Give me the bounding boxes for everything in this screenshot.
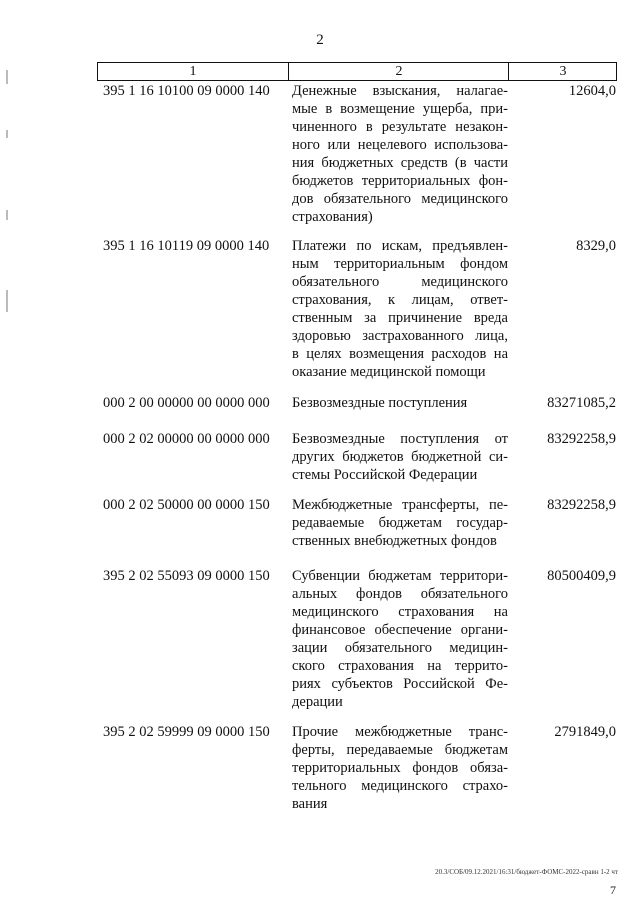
row-description bbox=[292, 237, 508, 381]
header-col-2: 2 bbox=[288, 63, 509, 80]
description-line: дерации bbox=[292, 694, 343, 710]
description-line: страхования) bbox=[292, 209, 373, 225]
description-line: ственным за причинение вреда bbox=[292, 310, 508, 326]
page-number: 2 bbox=[316, 32, 324, 48]
row-amount: 80500409,9 bbox=[547, 568, 616, 584]
row-amount: 83292258,9 bbox=[547, 431, 616, 447]
description-line: Денежные взыскания, налагае- bbox=[292, 83, 508, 99]
footer-note: 20.3/СОБ/09.12.2021/16:31/бюджет-ФОМС-2022-сравн 1-2 чт bbox=[435, 868, 618, 876]
description-line: Прочие межбюджетные транс- bbox=[292, 724, 508, 740]
description-line: в целях возмещения расходов на bbox=[292, 346, 508, 362]
header-col-3: 3 bbox=[508, 63, 617, 80]
row-amount: 12604,0 bbox=[568, 83, 616, 99]
description-line: ным территориальным фондом bbox=[292, 256, 508, 272]
description-line: тельного медицинского страхо- bbox=[292, 778, 508, 794]
description-line: ского страхования на террито- bbox=[292, 658, 508, 674]
description-line: бюджетов территориальных фон- bbox=[292, 173, 508, 189]
description-line: других бюджетов бюджетной си- bbox=[292, 449, 508, 465]
row-amount: 8329,0 bbox=[576, 238, 616, 254]
description-line: финансовое обеспечение органи- bbox=[292, 622, 508, 638]
row-code: 000 2 02 00000 00 0000 000 bbox=[103, 431, 270, 447]
description-line: здоровью застрахованного лица, bbox=[292, 328, 508, 344]
row-description bbox=[292, 723, 508, 813]
description-line: риях субъектов Российской Фе- bbox=[292, 676, 508, 692]
description-line: стемы Российской Федерации bbox=[292, 467, 478, 483]
row-code: 000 2 00 00000 00 0000 000 bbox=[103, 395, 270, 411]
description-line: дов обязательного медицинского bbox=[292, 191, 508, 207]
row-amount: 2791849,0 bbox=[554, 724, 616, 740]
row-description bbox=[292, 394, 508, 412]
row-code: 395 1 16 10119 09 0000 140 bbox=[103, 238, 270, 254]
row-code: 000 2 02 50000 00 0000 150 bbox=[103, 497, 270, 513]
row-description bbox=[292, 82, 508, 226]
description-line: ния бюджетных средств (в части bbox=[292, 155, 508, 171]
description-line: страхования, к лицам, ответ- bbox=[292, 292, 508, 308]
description-line: обязательного медицинского bbox=[292, 274, 508, 290]
row-code: 395 2 02 55093 09 0000 150 bbox=[103, 568, 270, 584]
description-line: альных фондов обязательного bbox=[292, 586, 508, 602]
row-code: 395 2 02 59999 09 0000 150 bbox=[103, 724, 270, 740]
description-line: ственных внебюджетных фондов bbox=[292, 533, 497, 549]
description-line: ферты, передаваемые бюджетам bbox=[292, 742, 508, 758]
description-line: Межбюджетные трансферты, пе- bbox=[292, 497, 508, 513]
description-line: мые в возмещение ущерба, при- bbox=[292, 101, 508, 117]
description-line: Безвозмездные поступления bbox=[292, 395, 468, 411]
margin-scan-marks bbox=[6, 70, 9, 390]
description-line: оказание медицинской помощи bbox=[292, 364, 486, 380]
header-col-1: 1 bbox=[189, 64, 197, 79]
sheet-number: 7 bbox=[610, 883, 616, 897]
description-line: медицинского страхования на bbox=[292, 604, 508, 620]
table-header bbox=[97, 62, 617, 81]
description-line: территориальных фондов обяза- bbox=[292, 760, 508, 776]
row-description bbox=[292, 430, 508, 484]
description-line: Платежи по искам, предъявлен- bbox=[292, 238, 508, 254]
description-line: редаваемые бюджетам государ- bbox=[292, 515, 508, 531]
description-line: ного или нецелевого использова- bbox=[292, 137, 508, 153]
row-amount: 83271085,2 bbox=[547, 395, 616, 411]
row-description bbox=[292, 496, 508, 550]
description-line: Безвозмездные поступления от bbox=[292, 431, 508, 447]
row-amount: 83292258,9 bbox=[547, 497, 616, 513]
row-code: 395 1 16 10100 09 0000 140 bbox=[103, 83, 270, 99]
description-line: зации обязательного медицин- bbox=[292, 640, 508, 656]
description-line: чиненного в результате незакон- bbox=[292, 119, 508, 135]
row-description bbox=[292, 567, 508, 711]
description-line: Субвенции бюджетам территори- bbox=[292, 568, 508, 584]
description-line: вания bbox=[292, 796, 328, 812]
